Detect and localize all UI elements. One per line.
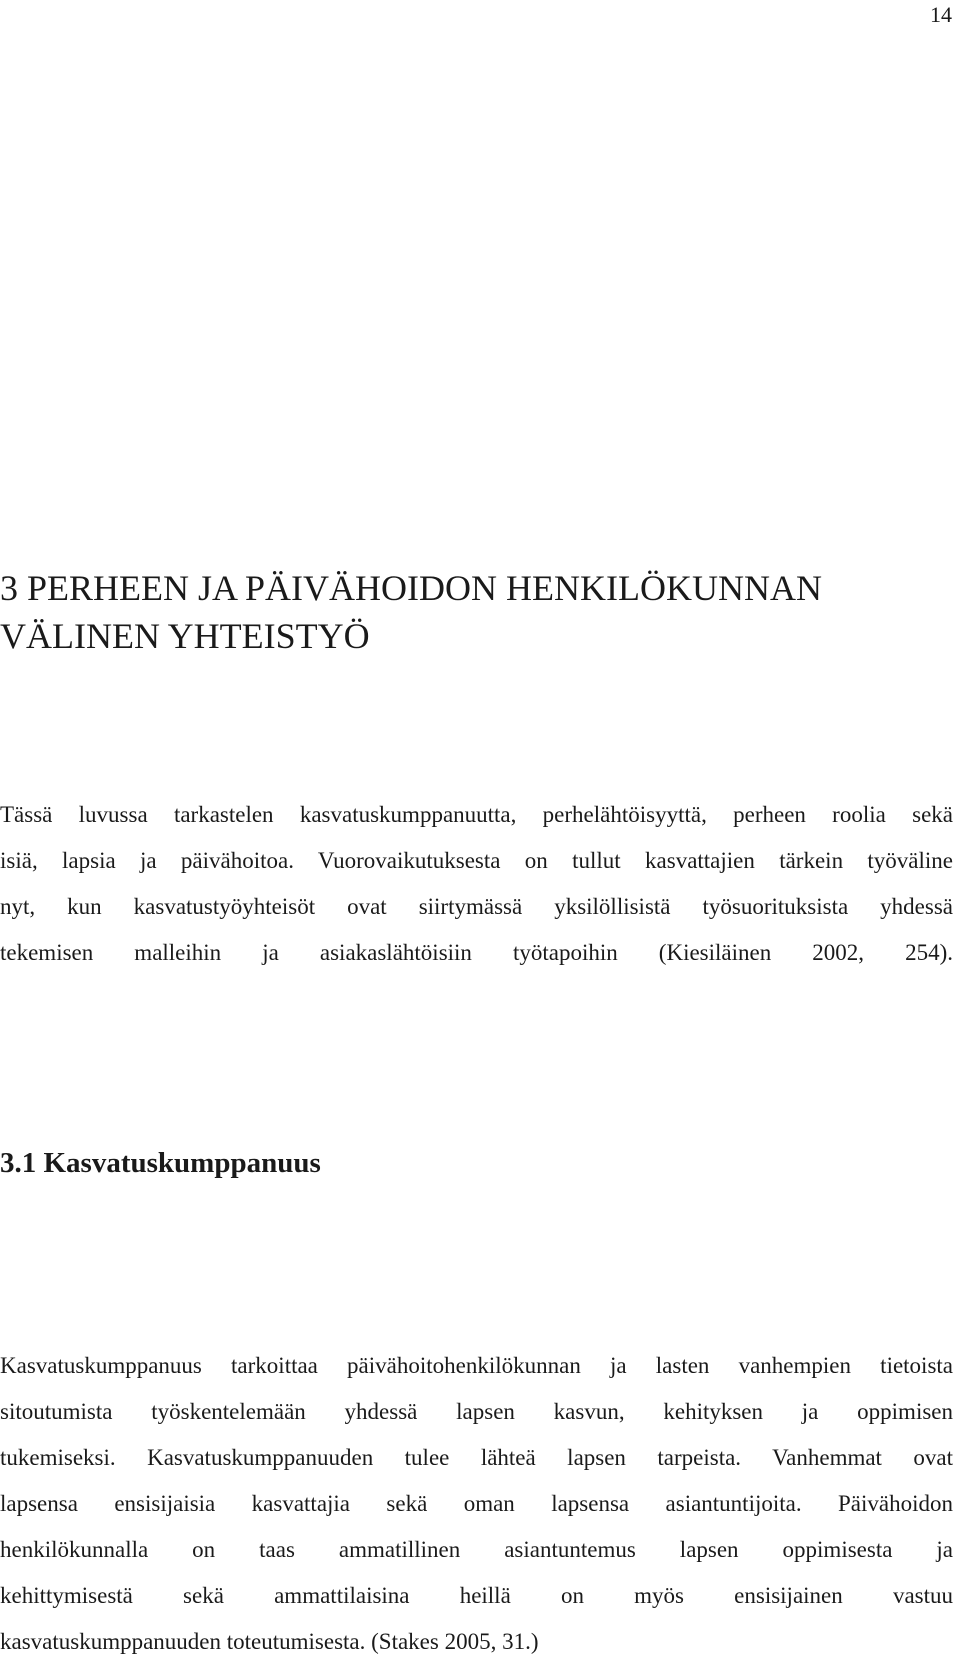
paragraph-line: lapsensa ensisijaisia kasvattajia sekä oman lapsensa asiantuntijoita. Päivähoidon bbox=[0, 1491, 953, 1516]
paragraph-line: tekemisen malleihin ja asiakaslähtöisiin työtapoihin (Kiesiläinen 2002, 254). bbox=[0, 940, 953, 965]
paragraph-line: kehittymisestä sekä ammattilaisina heillä on myös ensisijainen vastuu bbox=[0, 1583, 953, 1608]
paragraph-line: tukemiseksi. Kasvatuskumppanuuden tulee lähteä lapsen tarpeista. Vanhemmat ovat bbox=[0, 1445, 953, 1470]
section-heading: 3.1 Kasvatuskumppanuus bbox=[0, 1147, 321, 1179]
chapter-heading-line: VÄLINEN YHTEISTYÖ bbox=[0, 616, 370, 656]
chapter-heading bbox=[0, 564, 822, 660]
paragraph-line: nyt, kun kasvatustyöyhteisöt ovat siirtymässä yksilöllisistä työsuorituksista yhdessä bbox=[0, 894, 953, 919]
paragraph-line: sitoutumista työskentelemään yhdessä lapsen kasvun, kehityksen ja oppimisen bbox=[0, 1399, 953, 1424]
paragraph-line: henkilökunnalla on taas ammatillinen asiantuntemus lapsen oppimisesta ja bbox=[0, 1537, 953, 1562]
body-paragraph bbox=[0, 1343, 953, 1665]
page-number: 14 bbox=[930, 2, 952, 27]
intro-paragraph bbox=[0, 792, 953, 976]
paragraph-line: kasvatuskumppanuuden toteutumisesta. (Stakes 2005, 31.) bbox=[0, 1629, 539, 1654]
paragraph-line: isiä, lapsia ja päivähoitoa. Vuorovaikutuksesta on tullut kasvattajien tärkein työväline bbox=[0, 848, 953, 873]
chapter-heading-line: 3 PERHEEN JA PÄIVÄHOIDON HENKILÖKUNNAN bbox=[0, 568, 822, 608]
paragraph-line: Kasvatuskumppanuus tarkoittaa päivähoitohenkilökunnan ja lasten vanhempien tietoista bbox=[0, 1353, 953, 1378]
paragraph-line: Tässä luvussa tarkastelen kasvatuskumppanuutta, perhelähtöisyyttä, perheen roolia sekä bbox=[0, 802, 953, 827]
